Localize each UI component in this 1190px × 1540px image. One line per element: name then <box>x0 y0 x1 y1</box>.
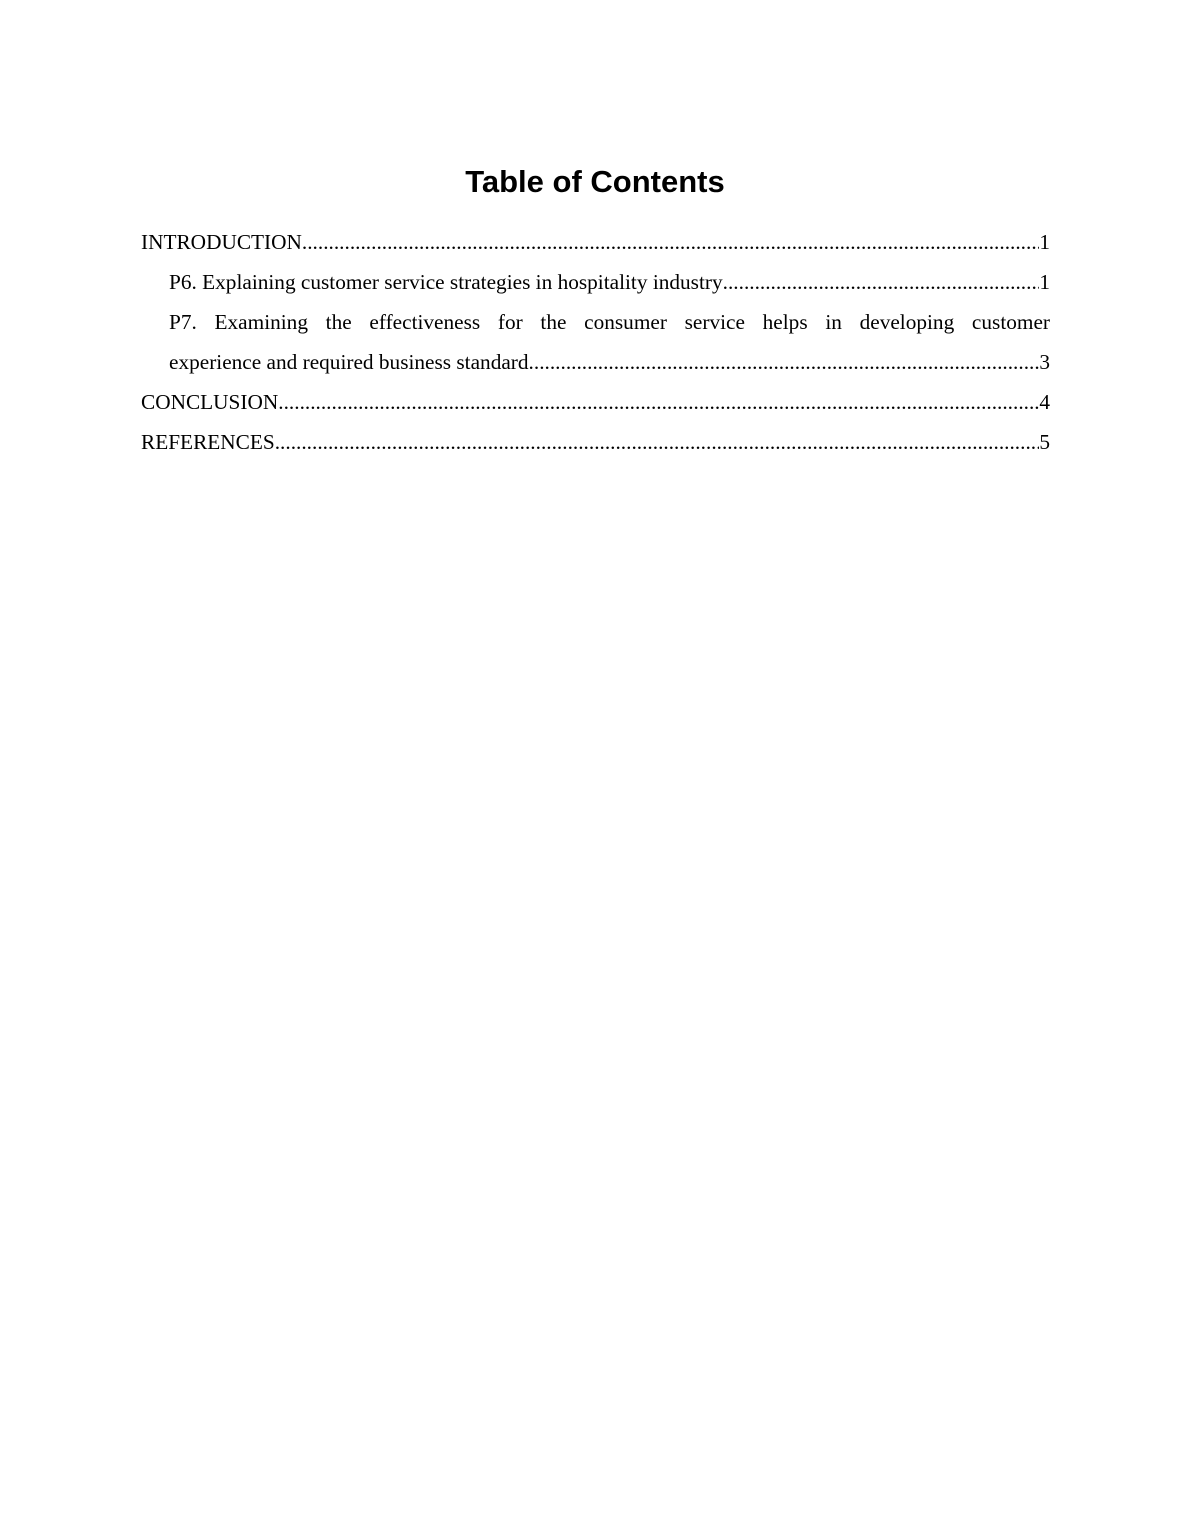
toc-entry-label-line1: P7. Examining the effectiveness for the consumer service helps in developing customer <box>169 310 1050 334</box>
table-of-contents <box>141 222 1050 462</box>
toc-page-number: 3 <box>1039 350 1050 374</box>
dot-leader <box>275 422 1040 462</box>
toc-page-number: 4 <box>1039 390 1050 414</box>
toc-entry-label: INTRODUCTION <box>141 230 302 254</box>
toc-entry-label: CONCLUSION <box>141 390 279 414</box>
toc-page-number: 1 <box>1039 270 1050 294</box>
toc-page-number: 1 <box>1039 230 1050 254</box>
toc-title: Table of Contents <box>465 164 725 199</box>
toc-entry-line2 <box>169 342 1050 382</box>
dot-leader <box>302 222 1039 262</box>
toc-page-number: 5 <box>1039 430 1050 454</box>
toc-entry-label: P6. Explaining customer service strategies in hospitality industry <box>169 270 723 294</box>
toc-entry-references[interactable] <box>141 422 1050 462</box>
toc-entry-introduction[interactable] <box>141 222 1050 262</box>
toc-entry-p6[interactable] <box>141 262 1050 302</box>
toc-entry-conclusion[interactable] <box>141 382 1050 422</box>
dot-leader <box>723 262 1040 302</box>
dot-leader <box>529 342 1040 382</box>
toc-entry-p7[interactable] <box>141 302 1050 382</box>
toc-entry-label-line2: experience and required business standard <box>169 350 529 374</box>
dot-leader <box>278 382 1039 422</box>
toc-entry-label: REFERENCES <box>141 430 275 454</box>
